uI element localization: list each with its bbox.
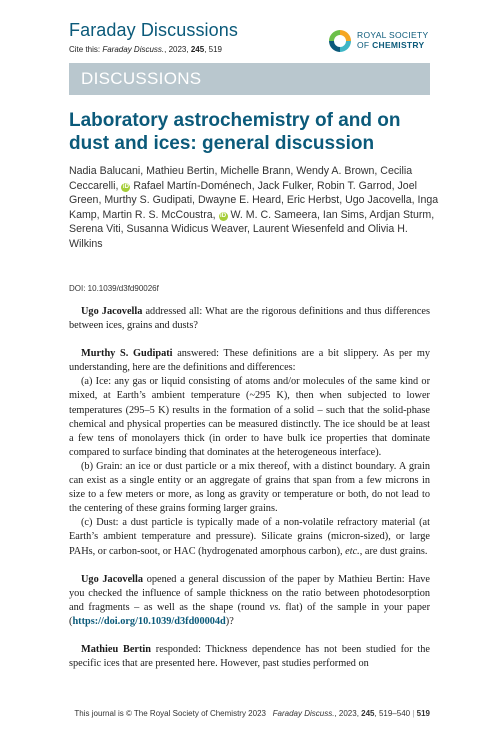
cite-volume: 245 [190,45,205,54]
cite-year: , 2023, [164,45,191,54]
footer-pages: , 519–540 [374,709,411,718]
cite-page: , 519 [204,45,222,54]
article-title: Laboratory astrochemistry of and on dust and ices: general discussion [69,110,401,154]
section-banner [69,63,430,95]
footer-separator: | [412,709,415,718]
publisher-of: OF [357,40,373,50]
speaker-name: Ugo Jacovella [81,573,144,585]
paragraph [69,573,430,629]
page-number: 519 [416,709,430,718]
paragraph-text: addressed all: What are the rigorous definitions and thus differences between ices, grains and dusts? [69,306,430,332]
doi: DOI: 10.1039/d3fd90026f [69,284,159,293]
paragraph-text: (c) Dust: a dust particle is typically made of a non-volatile refractory material (at Earth’s ambient temperature and pressure). Silicate grains (micron-sized), or large PAHs, or carbon-soot, or HAC (hydrogenated amorphous carbon), [69,517,430,557]
publisher-logo [327,28,437,54]
section-label: DISCUSSIONS [81,69,202,88]
paragraph-text: responded: Thickness dependence has not been studied for the specific ices that are presented here. However, past studies performed on [69,643,430,670]
orcid-icon[interactable]: iD [122,183,129,190]
authors-part-1: Nadia Balucani, Mathieu Bertin, Michelle Brann, Wendy A. Brown, Cecilia Ceccarelli, [69,165,413,192]
rsc-emblem-icon [327,28,353,54]
publisher-name-line2 [357,40,425,50]
orcid-icon[interactable]: iD [220,212,227,219]
speaker-name: Mathieu Bertin [81,643,151,655]
paper-doi-link[interactable]: https://doi.org/10.1039/d3fd00004d [72,615,226,627]
paragraph [69,305,430,333]
footer-journal: Faraday Discuss. [272,709,335,718]
paragraph-text: opened a general discussion of the paper by Mathieu Bertin: Have you checked the influence of sample thickness on the ratio between photodesorption and fragments – as well as the shape (round [69,573,430,613]
footer-year: , 2023, [334,709,362,718]
article-body [69,305,430,671]
authors-part-2: Rafael Martín-Doménech, Jack Fulker, Robin T. Garrod, Joel Green, Murthy S. Gudipati, Dwayne E. Heard, Eric Herbst, Ugo Jacovella, Inga Kamp, Martin R. S. McCoustra, [69,179,439,221]
paragraph [69,643,430,671]
paragraph-grain-definition: (b) Grain: an ice or dust particle or a mix thereof, with a distinct boundary. A grain can exist as a single entity or an aggregate of grains that span from a few microns in size to a few meters or more, as long as gravity or temperature or both, do not lead to the centering of these grains forming larger grains. [69,460,430,515]
paragraph-dust-definition [69,516,430,558]
etc-italic: etc. [345,545,360,557]
paragraph-ice-definition: (a) Ice: any gas or liquid consisting of atoms and/or molecules of the same kind or mixed, at Earth’s ambient temperature (~295 K), then when subjected to lower temperatures (295–5 K) results in the formation of a solid – such that the solid-phase chemical and physical properties can be measured distinctly. The ice should be at least a few tens of monolayers thick (in order to have bulk ice properties that dominate compared to surface binding that dominates at the heterogeneous interface). [69,376,430,458]
paragraph-text: )? [225,615,234,627]
copyright-notice: This journal is © The Royal Society of Chemistry 2023 [74,709,266,718]
speaker-name: Ugo Jacovella [81,306,143,317]
footer-volume: 245 [361,709,375,718]
journal-name: Faraday Discussions [69,20,238,40]
cite-prefix: Cite this: [69,45,103,54]
author-list [69,164,439,252]
citation-line [69,45,222,54]
paragraph-text: flat) of the sample in your paper ( [69,601,430,627]
cite-journal: Faraday Discuss. [102,45,165,54]
publisher-name-line1: ROYAL SOCIETY [357,30,429,40]
speaker-name: Murthy S. Gudipati [81,348,173,360]
publisher-chemistry: CHEMISTRY [372,40,425,50]
paragraph-text: answered: These definitions are a bit slippery. As per my understanding, here are the definitions and differences: [69,348,430,374]
page-footer [69,709,430,718]
vs-italic: vs. [269,601,281,613]
authors-part-3: W. M. C. Sameera, Ian Sims, Ardjan Sturm, Serena Viti, Susanna Widicus Weaver, Laurent Wiesenfeld and Olivia H. Wilkins [69,208,435,250]
paragraph [69,347,430,375]
paragraph-text: , are dust grains. [359,545,428,557]
